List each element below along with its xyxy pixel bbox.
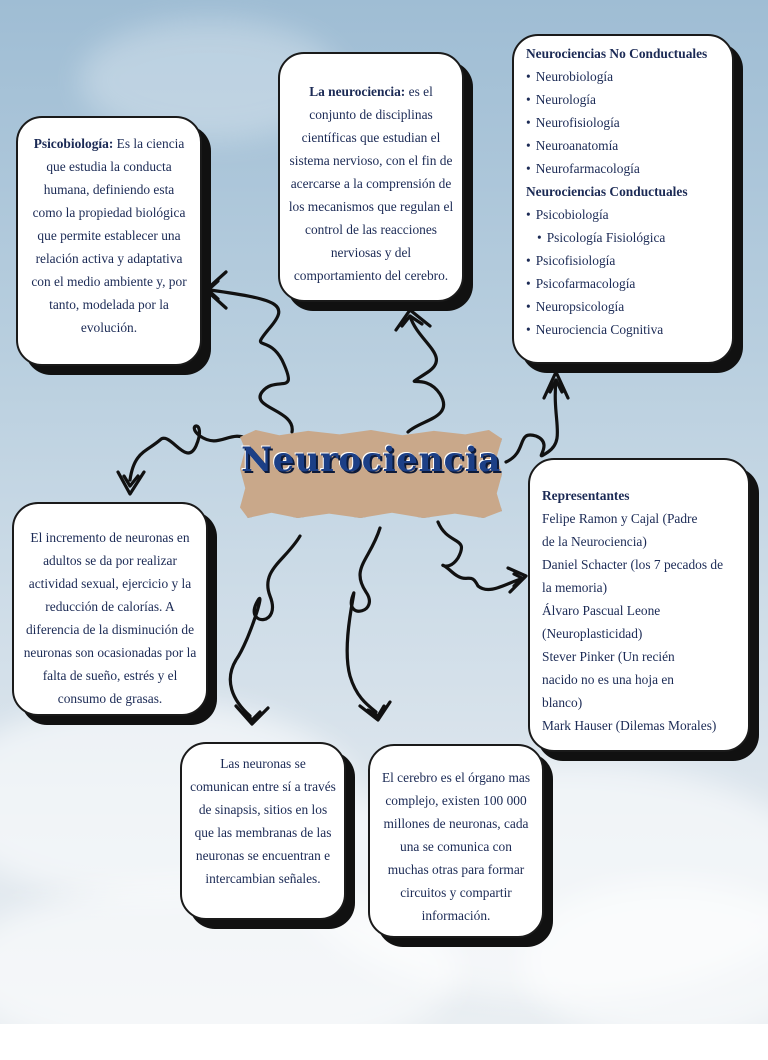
list-item: • Psicofarmacología [526,272,722,295]
representante-line: blanco) [542,695,583,710]
representante-line: Álvaro Pascual Leone [542,603,661,618]
representante-line: Daniel Schacter (los 7 pecados de [542,557,724,572]
representante-line: Felipe Ramon y Cajal (Padre [542,511,698,526]
incremento-text: El incremento de neuronas en adultos se da por realizar actividad sexual, ejercicio y la reducción de calorías. A diferencia de la disminución de neuronas son ocasionadas por la falta de sueño, estrés y el consumo de grasas. [23,530,197,706]
representante-line: de la Neurociencia) [542,534,647,549]
list-item: • Neurofarmacología [526,157,722,180]
no-conductuales-heading: Neurociencias No Conductuales [526,46,708,61]
representante-line: Stever Pinker (Un recién [542,649,675,664]
arrow-to-representantes [438,522,524,590]
clasificacion-box [512,34,734,364]
incremento-box [12,502,208,716]
arrow-to-incremento [130,426,250,480]
sinapsis-box [180,742,346,920]
list-item: • Neurología [526,88,722,111]
main-title: Neurociencia [241,440,501,480]
conductuales-heading: Neurociencias Conductuales [526,184,688,199]
list-item: • Neurobiología [526,65,722,88]
psicobiologia-label: Psicobiología: [33,136,114,151]
representante-line: la memoria) [542,580,608,595]
conductuales-list [526,203,722,341]
definicion-text: es el conjunto de disciplinas científicas que estudian el sistema nervioso, con el fin de acercarse a la comprensión de los mecanismos que regulan el control de las reacciones nerviosas y del comportamiento del cerebro. [288,84,454,283]
list-item: • Neuroanatomía [526,134,722,157]
representante-line: Mark Hauser (Dilemas Morales) [542,718,717,733]
arrow-to-sinapsis [230,536,300,716]
representante-line: (Neuroplasticidad) [542,626,643,641]
definicion-label: La neurociencia: [309,84,406,99]
list-item: • Neurofisiología [526,111,722,134]
cerebro-box [368,744,544,938]
representantes-heading: Representantes [542,488,630,503]
no-conductuales-list [526,65,722,180]
psicobiologia-box [16,116,202,366]
sinapsis-text: Las neuronas se comunican entre sí a través de sinapsis, sitios en los que las membranas de las neuronas se encuentran e intercambian señales. [190,756,336,886]
list-item: • Neurociencia Cognitiva [526,318,722,341]
psicobiologia-text: Es la ciencia que estudia la conducta humana, definiendo esta como la propiedad biológica que permite establecer una relación activa y adaptativa con el medio ambiente y, por tanto, modelada por la evolución. [31,136,187,335]
representante-line: nacido no es una hoja en [542,672,675,687]
representantes-box [528,458,750,752]
list-subitem: • Psicología Fisiológica [526,226,722,249]
definicion-box [278,52,464,302]
arrow-to-cerebro [347,528,380,712]
arrow-to-definicion [408,316,444,432]
list-item: • Psicofisiología [526,249,722,272]
cerebro-text: El cerebro es el órgano mas complejo, existen 100 000 millones de neuronas, cada una se comunica con muchas otras para formar circuitos y compartir información. [381,770,531,923]
arrow-to-psicobiologia [210,290,292,432]
list-item: • Psicobiología [526,203,722,226]
list-item: • Neuropsicología [526,295,722,318]
